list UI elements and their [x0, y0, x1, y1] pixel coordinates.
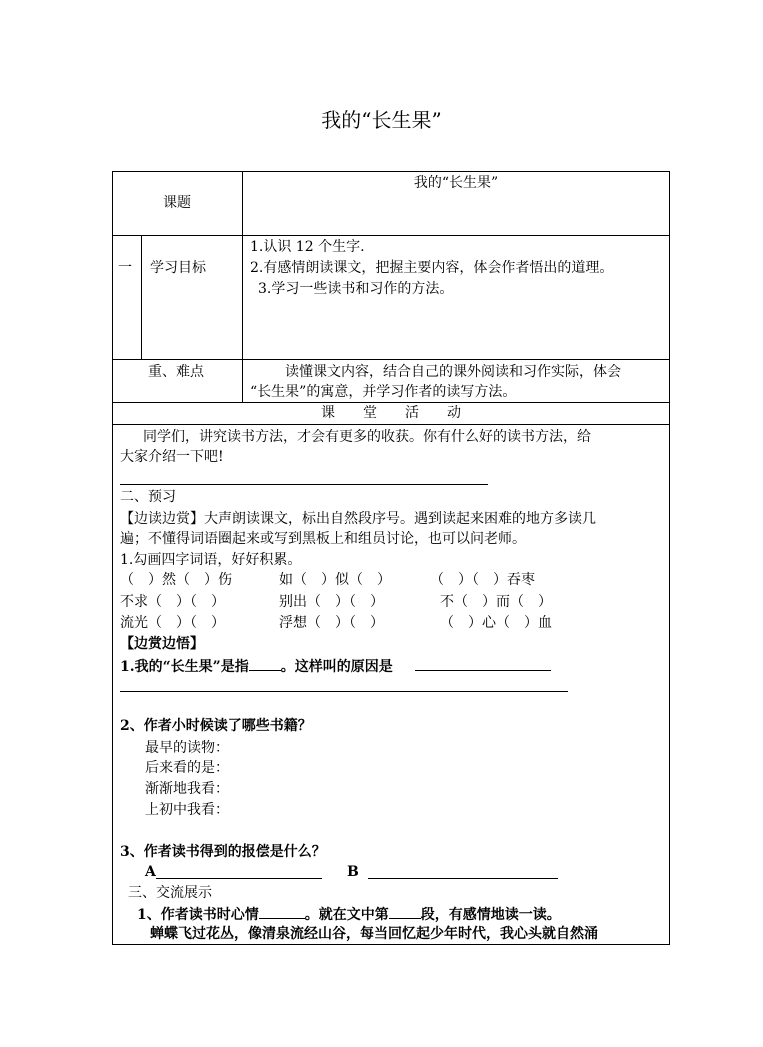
q3-answer-b-line[interactable]: [368, 878, 558, 879]
idiom-r1-c3: （ ）（ ）吞枣: [430, 572, 535, 588]
preview-q1: 1.勾画四字词语，好好积累。: [120, 552, 302, 568]
topic-label: 课题: [163, 195, 191, 211]
key-label: 重、难点: [148, 364, 204, 380]
appreciate-answer-line: [120, 691, 568, 692]
section-col-divider: [141, 235, 142, 359]
table-border-bottom: [112, 944, 670, 945]
q2-item-4: 上初中我看：: [145, 802, 229, 818]
idiom-r3-c3: （ ）心（ ）血: [440, 615, 552, 631]
page-title: 我的“长生果”: [321, 108, 442, 132]
preview-heading: 二、预习: [120, 489, 176, 505]
idiom-r2-c1: 不求（ ）（ ）: [120, 594, 225, 610]
goal-3: 3.学习一些读书和习作的方法。: [258, 281, 454, 297]
appreciate-q1: [120, 656, 551, 677]
row-divider-2: [112, 359, 670, 360]
answer-blank[interactable]: [389, 904, 421, 919]
col-divider: [242, 171, 243, 402]
reading-line-1: 【边读边赏】大声朗读课文，标出自然段序号。遇到读起来困难的地方多读几: [120, 511, 596, 527]
idiom-r2-c3: 不（ ）而（ ）: [440, 594, 552, 610]
key-line-2: “长生果”的寓意，并学习作者的读写方法。: [250, 384, 517, 400]
idiom-r3-c2: 浮想（ ）（ ）: [279, 615, 384, 631]
intro-line-2: 大家介绍一下吧!: [120, 449, 224, 465]
goal-2: 2.有感情朗读课文，把握主要内容，体会作者悟出的道理。: [250, 260, 614, 276]
answer-blank[interactable]: [259, 904, 305, 919]
topic-value: 我的“长生果”: [413, 175, 499, 191]
table-border-left: [112, 171, 113, 945]
idiom-r2-c2: 别出（ ）（ ）: [279, 594, 384, 610]
table-border-top: [112, 171, 670, 172]
exchange-q1-part-c: 段，有感情地读一读。: [420, 907, 561, 923]
exchange-heading: 三、交流展示: [128, 885, 212, 901]
activity-header: 课 堂 活 动: [321, 405, 461, 421]
appreciate-q1-part-b: 。这样叫的原因是: [280, 659, 393, 675]
intro-line-1: 同学们，讲究读书方法，才会有更多的收获。你有什么好的读书方法，给: [143, 429, 591, 445]
row-divider-4: [112, 424, 670, 425]
exchange-q1-part-a: 1、作者读书时心情: [137, 907, 259, 923]
q3-answer-b-label: B: [347, 864, 359, 880]
exchange-q1-part-b: 。就在文中第: [304, 907, 389, 923]
q2-item-1: 最早的读物：: [145, 740, 229, 756]
idiom-r1-c1: （ ）然（ ）伤: [120, 572, 232, 588]
key-line-1: 读懂课文内容，结合自己的课外阅读和习作实际，体会: [285, 364, 621, 380]
idiom-r3-c1: 流光（ ）（ ）: [120, 615, 225, 631]
q2-item-3: 渐渐地我看：: [145, 781, 229, 797]
q3-answer-a-line[interactable]: [156, 878, 322, 879]
reading-line-2: 遍；不懂得词语圈起来或写到黑板上和组员讨论，也可以问老师。: [120, 531, 526, 547]
exchange-q1: [137, 904, 561, 925]
goals-label: 学习目标: [150, 260, 206, 276]
exchange-passage: 蝉蝶飞过花丛，像清泉流经山谷，每当回忆起少年时代，我心头就自然涌: [150, 926, 598, 942]
answer-blank[interactable]: [249, 656, 281, 671]
section-number: 一: [118, 260, 132, 276]
q3-heading: 3、作者读书得到的报偿是什么？: [120, 844, 326, 860]
table-border-right: [669, 171, 670, 945]
q2-item-2: 后来看的是：: [145, 760, 229, 776]
q2-heading: 2、作者小时候读了哪些书籍？: [120, 718, 312, 734]
appreciate-heading: 【边赏边悟】: [120, 636, 204, 652]
q3-answer-a-label: A: [145, 864, 156, 880]
answer-blank[interactable]: [415, 656, 551, 671]
intro-answer-line: [120, 484, 488, 485]
idiom-r1-c2: 如（ ）似（ ）: [279, 572, 391, 588]
appreciate-q1-part-a: 1.我的“长生果”是指: [120, 659, 249, 675]
row-divider-1: [112, 235, 670, 236]
goal-1: 1.认识 12 个生字.: [250, 239, 365, 255]
